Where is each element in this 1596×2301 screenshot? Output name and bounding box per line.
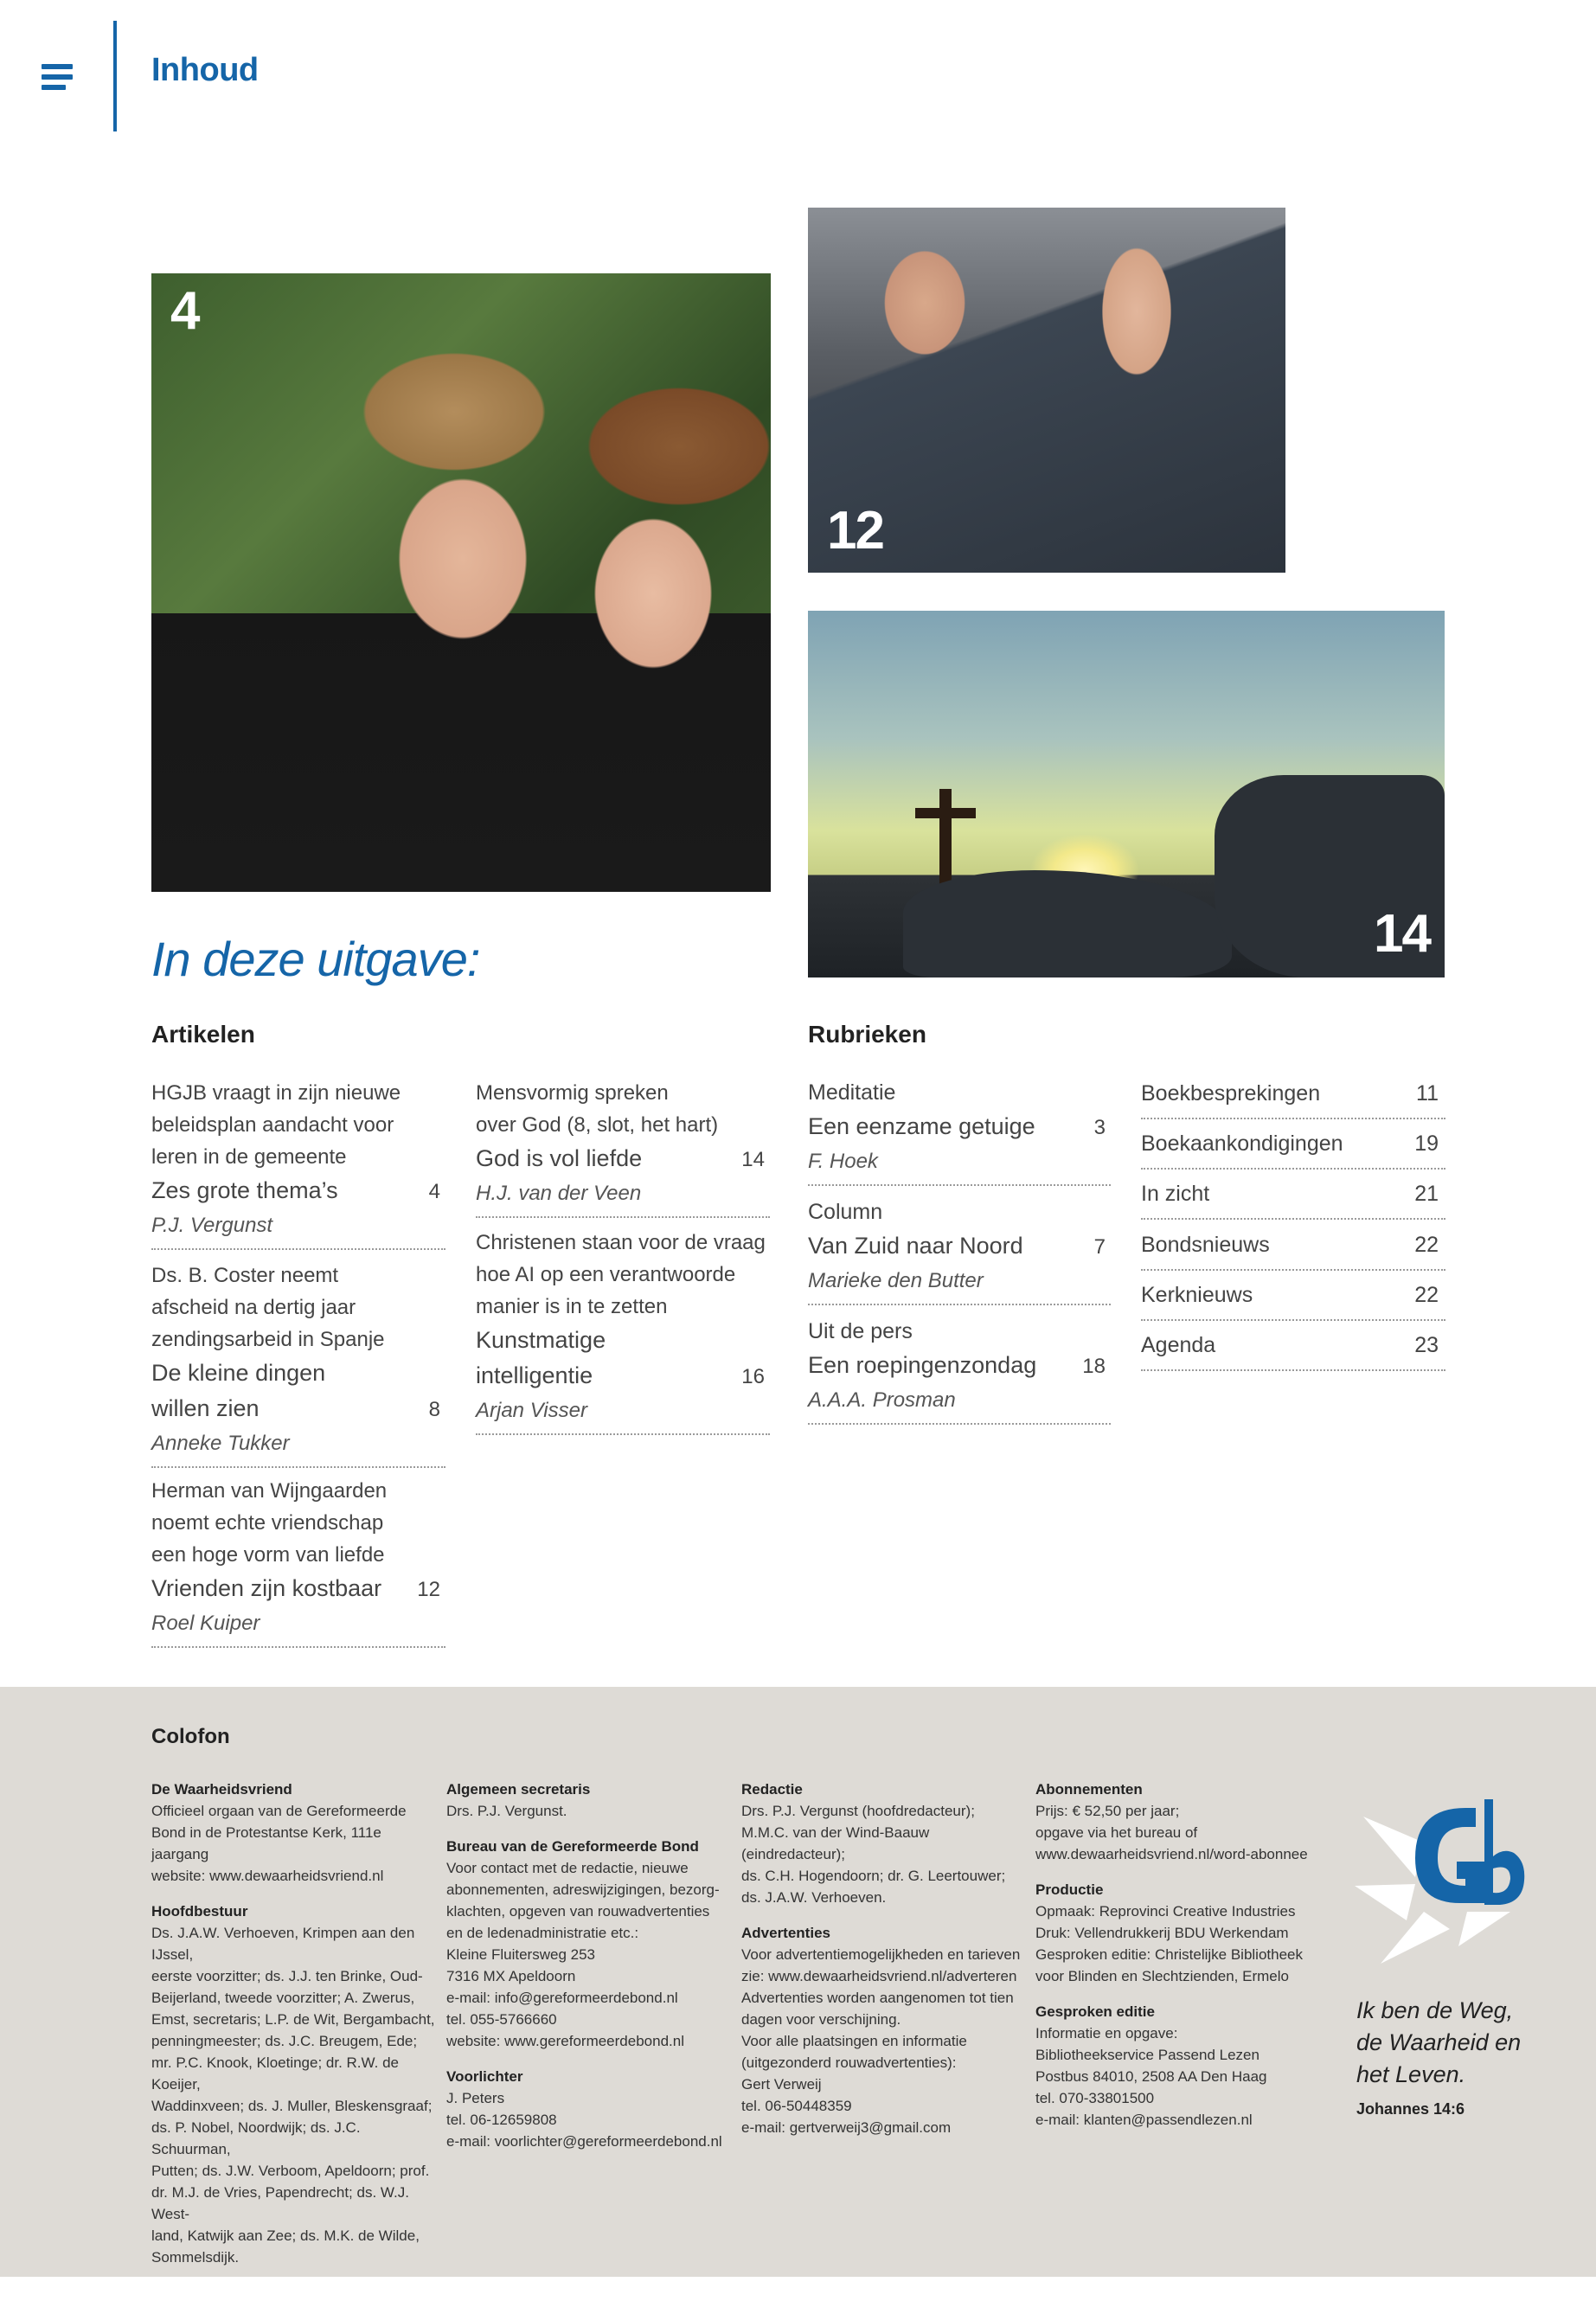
menu-icon[interactable]: [42, 64, 73, 90]
toc-entry-rubriek-short[interactable]: Boekaankondigingen 19: [1141, 1119, 1445, 1170]
colofon-line: en de ledenadministratie etc.:: [446, 1925, 639, 1941]
colofon-line: eerste voorzitter; ds. J.J. ten Brinke, Oud-: [151, 1968, 423, 1984]
rubriek-author: F. Hoek: [808, 1150, 878, 1173]
toc-entry-rubriek[interactable]: [808, 1316, 1111, 1425]
toc-entry-artikel[interactable]: Herman van Wijngaarden noemt echte vriendschap een hoge vorm van liefde Vrienden zijn kostbaar 12 Roel Kuiper: [151, 1475, 445, 1648]
colofon-line: Drs. P.J. Vergunst (hoofdredacteur);: [741, 1803, 975, 1819]
colofon-heading: Abonnementen: [1035, 1781, 1143, 1798]
colofon-column: [151, 1779, 437, 2268]
photo-page-number: 14: [1374, 904, 1430, 964]
colofon-line: Emst, secretaris; L.P. de Wit, Bergambacht,: [151, 2011, 435, 2028]
colofon-heading: Productie: [1035, 1881, 1104, 1898]
colofon-line: Kleine Fluitersweg 253: [446, 1946, 595, 1963]
photo-page-number: 12: [827, 501, 883, 561]
page-number: 4: [428, 1180, 440, 1203]
cross-beam-shape: [915, 808, 976, 818]
rubriek-title: Een eenzame getuige: [808, 1113, 1035, 1139]
colofon-line: Voor advertentiemogelijkheden en tarieven: [741, 1946, 1021, 1963]
colofon-line: tel. 055-5766660: [446, 2011, 557, 2028]
toc-entry-rubriek-short[interactable]: Agenda 23: [1141, 1321, 1445, 1371]
colofon-line: Voor contact met de redactie, nieuwe: [446, 1860, 689, 1876]
page-number: 3: [1093, 1116, 1106, 1139]
bible-quote: Ik ben de Weg, de Waarheid en het Leven.: [1356, 1997, 1522, 2087]
article-author: Arjan Visser: [476, 1399, 587, 1422]
colofon-line: tel. 070-33801500: [1035, 2090, 1155, 2106]
colofon-line: Putten; ds. J.W. Verboom, Apeldoorn; prof.: [151, 2163, 430, 2179]
colofon-heading: Algemeen secretaris: [446, 1781, 591, 1798]
issue-heading: In deze uitgave:: [151, 932, 480, 986]
colofon-heading: Bureau van de Gereformeerde Bond: [446, 1838, 699, 1855]
colofon-line: Waddinxveen; ds. J. Muller, Bleskensgraaf;: [151, 2098, 433, 2114]
colofon-line: zie: www.dewaarheidsvriend.nl/adverteren: [741, 1968, 1017, 1984]
article-title: De kleine dingen: [151, 1360, 326, 1386]
gereformeerde-bond-logo: [1355, 1782, 1528, 1972]
colofon-line: Informatie en opgave:: [1035, 2025, 1178, 2041]
colofon-line: tel. 06-12659808: [446, 2112, 557, 2128]
colofon-line: (uitgezonderd rouwadvertenties):: [741, 2054, 957, 2071]
cross-shape: [939, 789, 952, 888]
colofon-line: Sommelsdijk.: [151, 2249, 240, 2266]
page-number: 18: [1082, 1355, 1106, 1378]
rubriek-title: Van Zuid naar Noord: [808, 1233, 1023, 1259]
colofon-line: e-mail: gertverweij3@gmail.com: [741, 2119, 952, 2136]
colofon-title: Colofon: [151, 1725, 230, 1748]
colofon-line: Bond in de Protestantse Kerk, 111e jaargang: [151, 1824, 381, 1862]
toc-entry-rubriek-short[interactable]: In zicht 21: [1141, 1170, 1445, 1220]
colofon-line: penningmeester; ds. J.C. Breugem, Ede;: [151, 2033, 418, 2049]
article-author: Anneke Tukker: [151, 1432, 290, 1455]
photo-high-five[interactable]: [808, 208, 1285, 573]
toc-entry-rubriek-short[interactable]: Boekbesprekingen 11: [1141, 1069, 1445, 1119]
page-number: 19: [1414, 1131, 1439, 1156]
article-title: Vrienden zijn kostbaar: [151, 1575, 382, 1601]
colofon-line: Officieel orgaan van de Gereformeerde: [151, 1803, 407, 1819]
colofon-line: Prijs: € 52,50 per jaar;: [1035, 1803, 1180, 1819]
colofon-line: website: www.gereformeerdebond.nl: [446, 2033, 684, 2049]
rubriek-author: Marieke den Butter: [808, 1269, 984, 1292]
page-title: Inhoud: [151, 52, 259, 88]
toc-entry-artikel[interactable]: HGJB vraagt in zijn nieuwe beleidsplan aandacht voor leren in de gemeente Zes grote thema’s 4 P.J. Vergunst: [151, 1077, 445, 1250]
rubriek-title: Een roepingenzondag: [808, 1352, 1037, 1378]
colofon-line: Advertenties worden aangenomen tot tien: [741, 1990, 1014, 2006]
colofon-line: Ds. J.A.W. Verhoeven, Krimpen aan den IJssel,: [151, 1925, 415, 1963]
page-number: 22: [1414, 1282, 1439, 1307]
colofon-line: M.M.C. van der Wind-Baauw (eindredacteur);: [741, 1824, 930, 1862]
colofon-line: Drs. P.J. Vergunst.: [446, 1803, 567, 1819]
article-title: intelligentie: [476, 1362, 593, 1388]
photo-friends[interactable]: [151, 273, 771, 892]
colofon-line: ds. C.H. Hogendoorn; dr. G. Leertouwer;: [741, 1868, 1006, 1884]
toc-entry-rubriek-short[interactable]: Bondsnieuws 22: [1141, 1221, 1445, 1271]
bible-reference: Johannes 14:6: [1356, 2100, 1465, 2118]
colofon-line: e-mail: info@gereformeerdebond.nl: [446, 1990, 678, 2006]
page-number: 11: [1416, 1080, 1439, 1106]
colofon-line: abonnementen, adreswijzigingen, bezorg-: [446, 1881, 720, 1898]
colofon-line: klachten, opgeven van rouwadvertenties: [446, 1903, 710, 1920]
rubriek-genre: Meditatie: [808, 1080, 896, 1105]
article-author: Roel Kuiper: [151, 1612, 260, 1635]
colofon-heading: Voorlichter: [446, 2068, 523, 2085]
rubriek-genre: Column: [808, 1200, 883, 1224]
toc-entry-rubriek[interactable]: [808, 1077, 1111, 1186]
colofon-line: www.dewaarheidsvriend.nl/word-abonnee: [1035, 1846, 1308, 1862]
colofon-line: tel. 06-50448359: [741, 2098, 852, 2114]
colofon-line: dr. M.J. de Vries, Papendrecht; ds. W.J. West-: [151, 2184, 409, 2222]
photo-cross[interactable]: [808, 611, 1445, 977]
article-title: Kunstmatige: [476, 1327, 606, 1353]
colofon-line: Postbus 84010, 2508 AA Den Haag: [1035, 2068, 1267, 2085]
colofon-line: Beijerland, tweede voorzitter; A. Zwerus,: [151, 1990, 415, 2006]
colofon-line: J. Peters: [446, 2090, 505, 2106]
page-number: 12: [417, 1578, 440, 1601]
colofon-line: Opmaak: Reprovinci Creative Industries: [1035, 1903, 1296, 1920]
colofon-line: Gert Verweij: [741, 2076, 822, 2093]
article-title: God is vol liefde: [476, 1145, 643, 1171]
page-number: 16: [741, 1365, 765, 1388]
colofon-column: [741, 1779, 1027, 2138]
colofon-line: Voor alle plaatsingen en informatie: [741, 2033, 967, 2049]
rubriek-author: A.A.A. Prosman: [808, 1388, 956, 1412]
article-author: P.J. Vergunst: [151, 1214, 273, 1237]
colofon-line: ds. P. Nobel, Noordwijk; ds. J.C. Schuurman,: [151, 2119, 361, 2157]
colofon-column: [1035, 1779, 1321, 2131]
colofon-heading: Hoofdbestuur: [151, 1903, 248, 1920]
page-number: 23: [1414, 1332, 1439, 1357]
colofon-line: website: www.dewaarheidsvriend.nl: [151, 1868, 384, 1884]
colofon-line: ds. J.A.W. Verhoeven.: [741, 1889, 887, 1906]
page-number: 14: [741, 1148, 765, 1171]
page-number: 7: [1093, 1235, 1106, 1259]
page-number: 21: [1414, 1181, 1439, 1206]
rock-shape: [903, 870, 1232, 977]
toc-entry-artikel[interactable]: Mensvormig spreken over God (8, slot, het hart) God is vol liefde 14 H.J. van der Veen: [476, 1077, 770, 1218]
article-title: willen zien: [151, 1395, 260, 1421]
colofon-heading: De Waarheidsvriend: [151, 1781, 292, 1798]
article-author: H.J. van der Veen: [476, 1182, 642, 1205]
page-number: 22: [1414, 1232, 1439, 1257]
colofon-heading: Advertenties: [741, 1925, 830, 1941]
rubrieken-heading: Rubrieken: [808, 1021, 926, 1048]
colofon-line: 7316 MX Apeldoorn: [446, 1968, 576, 1984]
toc-entry-rubriek-short[interactable]: Kerknieuws 22: [1141, 1271, 1445, 1321]
toc-entry-artikel[interactable]: Christenen staan voor de vraag hoe AI op een verantwoorde manier is in te zetten Kunstmatige intelligentie 16 Arjan Visser: [476, 1227, 770, 1435]
article-title: Zes grote thema’s: [151, 1177, 338, 1203]
header-divider: [113, 21, 117, 131]
colofon-column: [446, 1779, 732, 2152]
toc-entry-artikel[interactable]: Ds. B. Coster neemt afscheid na dertig jaar zendingsarbeid in Spanje De kleine dingen willen zien 8 Anneke Tukker: [151, 1259, 445, 1468]
colofon-heading: Gesproken editie: [1035, 2003, 1155, 2020]
colofon-line: e-mail: klanten@passendlezen.nl: [1035, 2112, 1253, 2128]
colofon-line: Bibliotheekservice Passend Lezen: [1035, 2047, 1259, 2063]
colofon-line: dagen voor verschijning.: [741, 2011, 901, 2028]
artikelen-heading: Artikelen: [151, 1021, 255, 1048]
colofon-line: land, Katwijk aan Zee; ds. M.K. de Wilde,: [151, 2227, 420, 2244]
colofon-line: mr. P.C. Knook, Kloetinge; dr. R.W. de Koeijer,: [151, 2054, 399, 2093]
colofon-line: opgave via het bureau of: [1035, 1824, 1198, 1841]
colofon-line: voor Blinden en Slechtzienden, Ermelo: [1035, 1968, 1289, 1984]
page-number: 8: [428, 1398, 440, 1421]
photo-page-number: 4: [170, 281, 199, 341]
colofon-line: Druk: Vellendrukkerij BDU Werkendam: [1035, 1925, 1289, 1941]
toc-entry-rubriek[interactable]: [808, 1196, 1111, 1305]
colofon-line: Gesproken editie: Christelijke Bibliotheek: [1035, 1946, 1303, 1963]
rubriek-genre: Uit de pers: [808, 1319, 913, 1343]
colofon-heading: Redactie: [741, 1781, 803, 1798]
colofon-line: e-mail: voorlichter@gereformeerdebond.nl: [446, 2133, 722, 2150]
